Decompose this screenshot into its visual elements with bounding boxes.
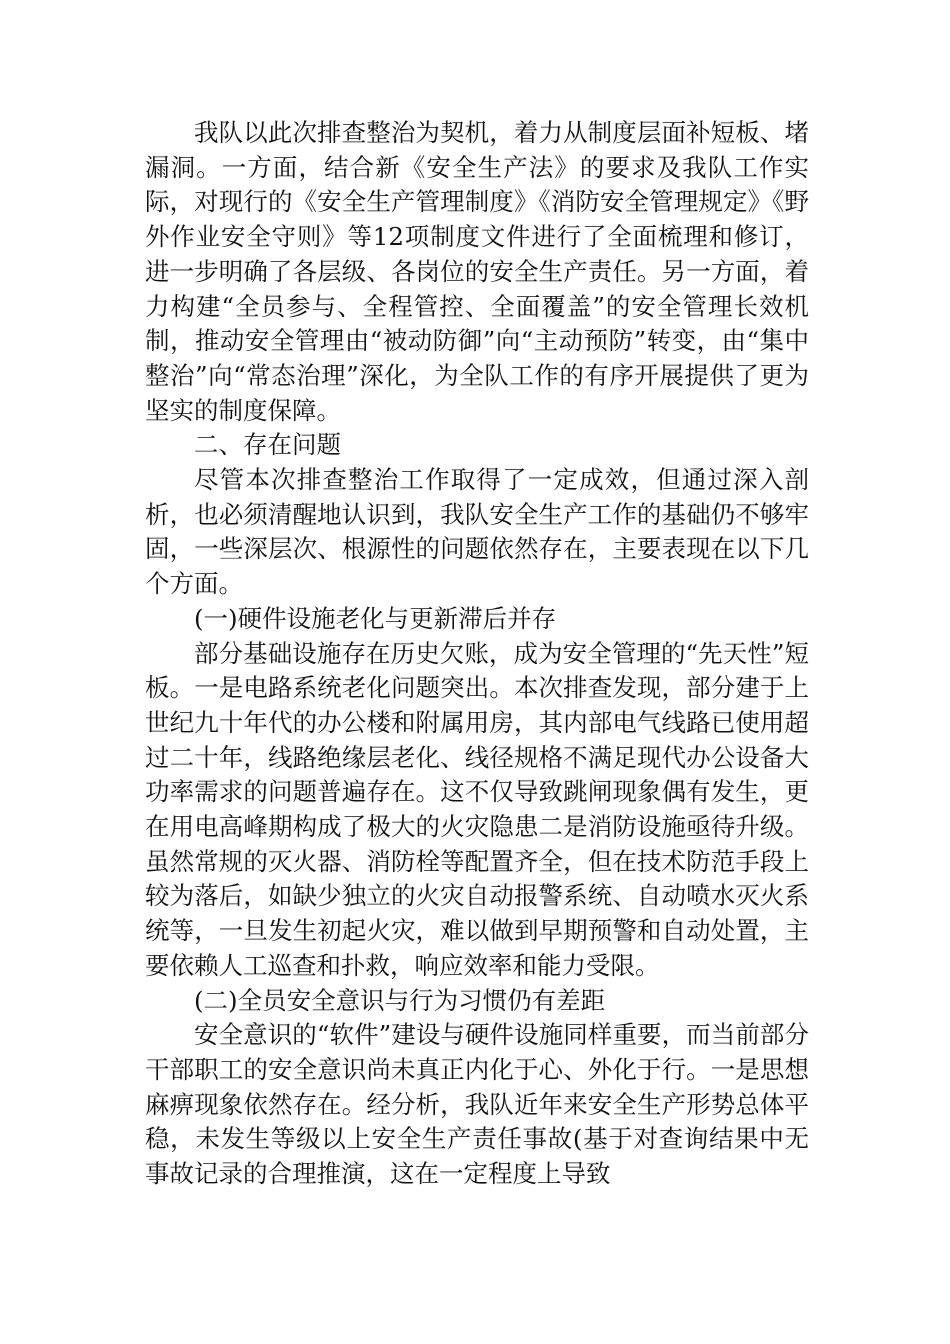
subheading-safety-awareness: (二)全员安全意识与行为习惯仍有差距 (194, 985, 606, 1015)
subheading-hardware-aging: (一)硬件设施老化与更新滞后并存 (194, 603, 557, 633)
section-heading-existing-problems: 二、存在问题 (194, 430, 341, 460)
paragraph-institution-building: 我队以此次排查整治为契机，着力从制度层面补短板、堵漏洞。一方面，结合新《安全生产法》的要求及我队工作实际，对现行的《安全生产管理制度》《消防安全管理规定》《野外作业安全守则》等12项制度文件进行了全面梳理和修订，进一步明确了各层级、各岗位的安全生产责任。另一方面，着力构建“全员参与、全程管控、全面覆盖”的安全管理长效机制，推动安全管理由“被动防御”向“主动预防”转变，由“集中整治”向“常态治理”深化，为全队工作的有序开展提供了更为坚实的制度保障。 (145, 118, 809, 425)
paragraph-problems-intro: 尽管本次排查整治工作取得了一定成效，但通过深入剖析，也必须清醒地认识到，我队安全生产工作的基础仍不够牢固，一些深层次、根源性的问题依然存在，主要表现在以下几个方面。 (145, 465, 809, 599)
paragraph-hardware-aging: 部分基础设施存在历史欠账，成为安全管理的“先天性”短板。一是电路系统老化问题突出。本次排查发现，部分建于上世纪九十年代的办公楼和附属用房，其内部电气线路已使用超过二十年，线路绝缘层老化、线径规格不满足现代办公设备大功率需求的问题普遍存在。这不仅导致跳闸现象偶有发生，更在用电高峰期构成了极大的火灾隐患二是消防设施亟待升级。虽然常规的灭火器、消防栓等配置齐全，但在技术防范手段上较为落后，如缺少独立的火灾自动报警系统、自动喷水灭火系统等，一旦发生初起火灾，难以做到早期预警和自动处置，主要依赖人工巡查和扑救，响应效率和能力受限。 (145, 638, 809, 980)
paragraph-safety-awareness: 安全意识的“软件”建设与硬件设施同样重要，而当前部分干部职工的安全意识尚未真正内化于心、外化于行。一是思想麻痹现象依然存在。经分析，我队近年来安全生产形势总体平稳，未发生等级以上安全生产责任事故(基于对查询结果中无事故记录的合理推演，这在一定程度上导致 (145, 1020, 809, 1189)
document-body (145, 116, 809, 1192)
